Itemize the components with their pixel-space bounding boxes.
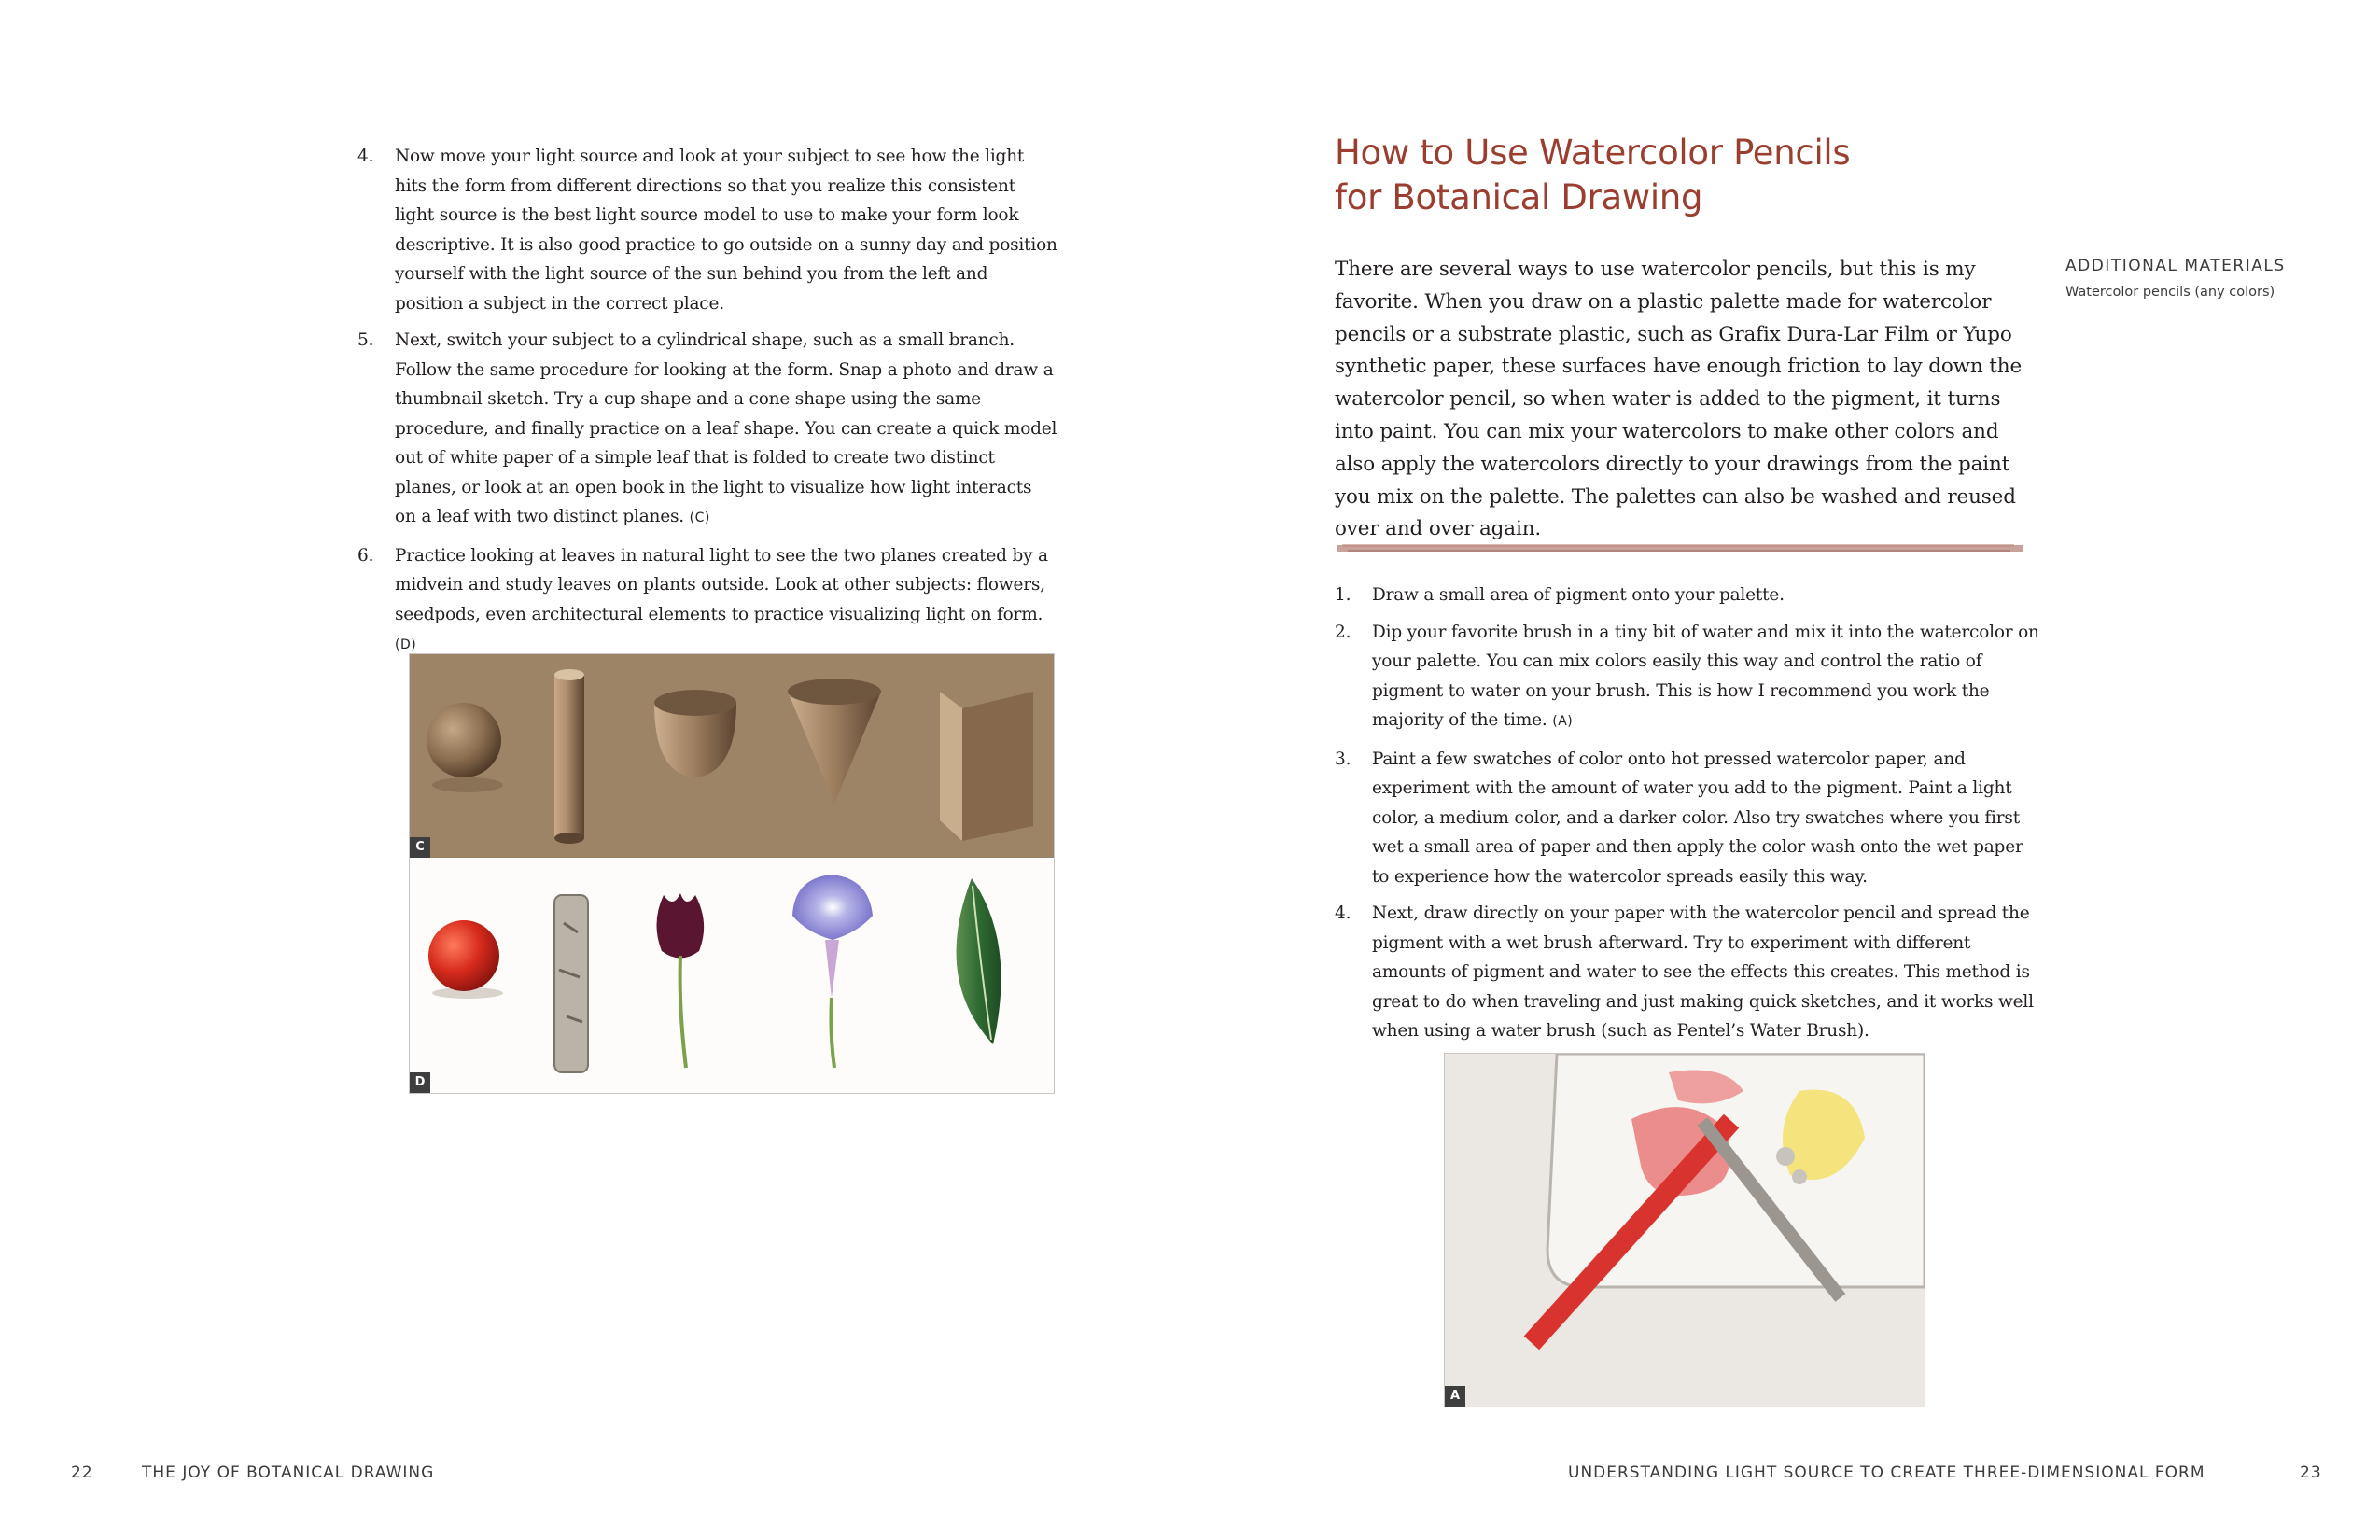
list-item: [1335, 745, 2039, 892]
additional-materials-sidebar: [2065, 257, 2345, 300]
leaf-icon: [957, 878, 1001, 1044]
figure-reference: (A): [1552, 714, 1574, 729]
running-head-left: THE JOY OF BOTANICAL DRAWING: [142, 1463, 435, 1482]
step-text: Paint a few swatches of color onto hot pressed watercolor paper, and experiment with the amount of water you add to the pigment. Paint a light color, a medium color, and a darker color. Also try swatches where you first wet a small area of paper and then apply the color wash onto the wet paper to experience how the watercolor spreads easily this way.: [1372, 749, 2023, 887]
steps-list-left: [357, 142, 1057, 668]
running-head-right: UNDERSTANDING LIGHT SOURCE TO CREATE THREE-DIMENSIONAL FORM: [1568, 1463, 2205, 1482]
step-number: 4.: [357, 147, 374, 166]
title-line-2: for Botanical Drawing: [1335, 177, 1703, 217]
figure-c-shapes: [410, 654, 1054, 858]
cylinder-shape: [554, 675, 584, 838]
steps-list-right: [1335, 581, 2039, 1054]
figure-a-palette: [1444, 1053, 1925, 1407]
list-item: [357, 326, 1057, 534]
page-number-left: 22: [71, 1463, 93, 1482]
sphere-shape: [427, 703, 501, 777]
step-text: Practice looking at leaves in natural light to see the two planes created by a midvein and study leaves on plants outside. Look at other subjects: flowers, seedpods, even architectural elements to practice visualizing light on form.: [395, 545, 1048, 624]
list-item: [1335, 618, 2039, 737]
list-item: [357, 142, 1057, 318]
list-item: [1335, 581, 2039, 610]
step-text: Next, draw directly on your paper with the watercolor pencil and spread the pigment with a wet brush afterward. Try to experiment with different amounts of pigment and water to see the effects this creates. This method is great to do when traveling and just making quick sketches, and it works well when using a water brush (such as Pentel’s Water Brush).: [1372, 903, 2034, 1041]
figure-c-label: C: [410, 837, 430, 858]
step-number: 4.: [1335, 903, 1351, 923]
step-number: 3.: [1335, 749, 1351, 769]
palette-illustration: [1445, 1054, 1925, 1407]
figure-a-label: A: [1445, 1386, 1465, 1407]
step-number: 2.: [1335, 622, 1351, 642]
figure-reference: (D): [395, 637, 417, 652]
step-text: Next, switch your subject to a cylindrical shape, such as a small branch. Follow the same procedure for looking at the form. Snap a photo and draw a thumbnail sketch. Try a cup shape and a cone shape using the same procedure, and finally practice on a leaf shape. You can create a quick model out of white paper of a simple leaf that is folded to create two distinct planes, or look at an open book in the light to visualize how light interacts on a leaf with two distinct planes.: [395, 330, 1057, 526]
folded-paper-shape: [940, 692, 962, 841]
twig-icon: [554, 895, 588, 1072]
figure-d-label: D: [410, 1072, 430, 1093]
sidebar-text: Watercolor pencils (any colors): [2065, 285, 2275, 300]
list-item: [1335, 899, 2039, 1046]
sidebar-heading: ADDITIONAL MATERIALS: [2065, 257, 2286, 275]
figure-cd: [409, 653, 1055, 1094]
step-number: 6.: [357, 545, 374, 566]
list-item: [357, 541, 1057, 661]
step-number: 5.: [357, 330, 374, 350]
step-text: Now move your light source and look at your subject to see how the light hits the form from different directions so that you realize this consistent light source is the best light source model to use to make your form look descriptive. It is also good practice to go outside on a sunny day and position yourself with the light source of the sun behind you from the left and position a subject in the correct place.: [395, 147, 1057, 314]
section-title: [1335, 131, 1895, 220]
step-text: Dip your favorite brush in a tiny bit of water and mix it into the watercolor on your palette. You can mix colors easily this way and control the ratio of pigment to water on your brush. This is how I recommend you work the majority of the time.: [1372, 622, 2039, 730]
page-number-right: 23: [2300, 1463, 2322, 1482]
step-text: Draw a small area of pigment onto your palette.: [1372, 585, 1785, 605]
berry-icon: [428, 920, 499, 991]
figure-d-subjects: [410, 858, 1054, 1093]
cone-shape: [788, 692, 881, 804]
intro-paragraph: There are several ways to use watercolor pencils, but this is my favorite. When you draw on a plastic palette made for watercolor pencils or a substrate plastic, such as Grafix Dura-Lar Film or Yupo synthetic paper, these surfaces have enough friction to lay down the watercolor pencil, so when water is added to the pigment, it turns into paint. You can mix your watercolors to make other colors and also apply the watercolors directly to your drawings from the paint you mix on the palette. The palettes can also be washed and reused over and over again.: [1335, 258, 2023, 541]
pencil-stroke-divider: [1335, 541, 2025, 554]
tulip-icon: [656, 893, 704, 959]
shapes-illustration: [410, 654, 1054, 858]
botanical-illustration: [410, 858, 1054, 1093]
step-number: 1.: [1335, 585, 1351, 605]
morning-glory-icon: [792, 875, 873, 940]
title-line-1: How to Use Watercolor Pencils: [1335, 133, 1851, 173]
figure-reference: (C): [689, 511, 710, 525]
